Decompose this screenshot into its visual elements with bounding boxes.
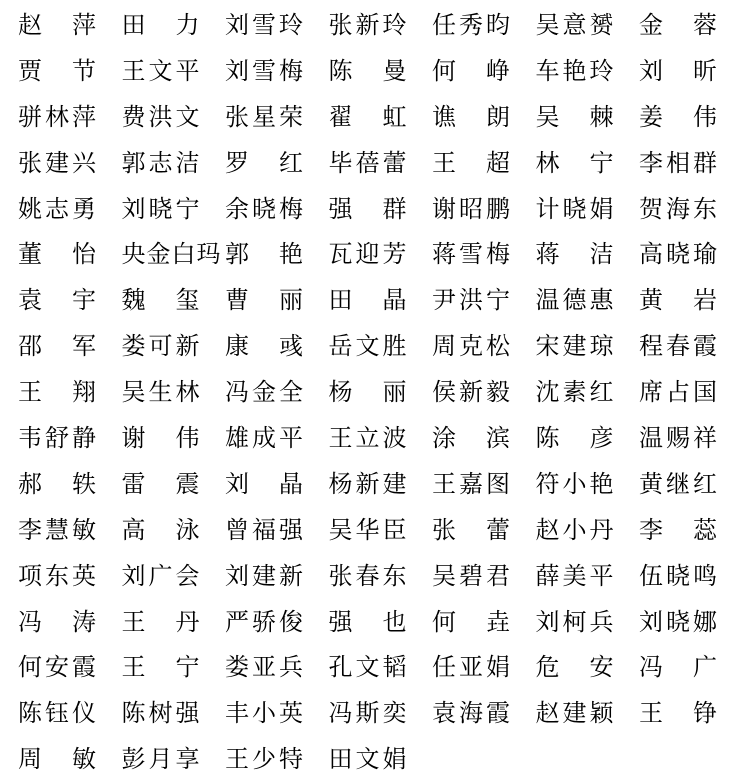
name-entry: 冯 金 全 [225,378,303,407]
name-entry: 邵 军 [18,332,96,361]
name-entry: 李 慧 敏 [18,515,96,544]
name-entry: 王 嘉 图 [432,469,510,498]
name-entry: 姚 志 勇 [18,194,96,223]
name-entry: 王 超 [432,148,510,177]
name-entry: 曾 福 强 [225,515,303,544]
name-entry: 刘 昕 [639,56,717,85]
name-entry: 周 克 松 [432,332,510,361]
name-entry: 娄 可 新 [121,332,200,361]
name-entry: 张 建 兴 [18,148,96,177]
name-entry: 刘 晶 [225,469,303,498]
name-entry: 刘 广 会 [121,561,200,590]
name-entry: 郭 艳 [225,240,303,269]
name-entry: 吴 生 林 [121,378,200,407]
name-entry: 涂 滨 [432,423,510,452]
name-entry: 侯 新 毅 [432,378,510,407]
name-entry: 周 敏 [18,745,96,774]
name-entry: 车 艳 玲 [535,56,614,85]
name-entry: 伍 晓 鸣 [639,561,717,590]
name-entry: 冯 广 [639,653,717,682]
name-entry: 张 春 东 [328,561,407,590]
name-entry: 田 晶 [328,286,407,315]
name-entry: 杨 新 建 [328,469,407,498]
name-entry: 刘 晓 宁 [121,194,200,223]
name-entry: 吴 碧 君 [432,561,510,590]
name-entry: 强 也 [328,607,407,636]
name-entry: 陈 钰 仪 [18,699,96,728]
name-entry: 姜 伟 [639,102,717,131]
name-entry: 郝 轶 [18,469,96,498]
name-entry: 沈 素 红 [535,378,614,407]
name-entry: 强 群 [328,194,407,223]
name-entry: 王 文 平 [121,56,200,85]
name-entry: 何 峥 [432,56,510,85]
name-entry: 王 少 特 [225,745,303,774]
name-entry: 金 蓉 [639,10,717,39]
name-entry: 谢 昭 鹏 [432,194,510,223]
name-entry: 王 丹 [121,607,200,636]
name-entry: 温 赐 祥 [639,423,717,452]
name-entry: 蒋 洁 [535,240,614,269]
name-entry: 贾 节 [18,56,96,85]
name-entry: 毕 蓓 蕾 [328,148,407,177]
name-entry: 刘 晓 娜 [639,607,717,636]
name-entry: 翟 虹 [328,102,407,131]
name-entry: 康 彧 [225,332,303,361]
name-entry: 王 宁 [121,653,200,682]
name-entry: 魏 玺 [121,286,200,315]
name-entry: 张 星 荣 [225,102,303,131]
name-entry: 危 安 [535,653,614,682]
name-entry: 娄 亚 兵 [225,653,303,682]
name-entry: 田 力 [121,10,200,39]
name-entry: 央 金 白 玛 [121,240,222,269]
name-entry: 黄 岩 [639,286,717,315]
name-entry: 余 晓 梅 [225,194,303,223]
name-entry: 丰 小 英 [225,699,303,728]
name-entry: 赵 小 丹 [535,515,614,544]
name-entry: 吴 意 赟 [535,10,614,39]
name-entry: 李 蕊 [639,515,717,544]
name-entry: 曹 丽 [225,286,303,315]
name-entry: 田 文 娟 [328,745,407,774]
name-entry: 尹 洪 宁 [432,286,510,315]
name-entry: 赵 萍 [18,10,96,39]
name-entry: 陈 树 强 [121,699,200,728]
name-list-grid [18,0,738,780]
name-entry: 王 翔 [18,378,96,407]
name-entry: 项 东 英 [18,561,96,590]
name-entry: 郭 志 洁 [121,148,200,177]
name-entry: 黄 继 红 [639,469,717,498]
name-entry: 刘 建 新 [225,561,303,590]
name-entry: 任 亚 娟 [432,653,510,682]
name-entry: 薛 美 平 [535,561,614,590]
name-entry: 雷 震 [121,469,200,498]
name-entry: 陈 彦 [535,423,614,452]
name-entry: 任 秀 昀 [432,10,510,39]
name-entry: 韦 舒 静 [18,423,96,452]
name-entry: 骈 林 萍 [18,102,96,131]
name-entry: 刘 雪 梅 [225,56,303,85]
name-entry: 袁 海 霞 [432,699,510,728]
name-entry: 程 春 霞 [639,332,717,361]
name-entry: 冯 斯 奕 [328,699,407,728]
name-entry: 雄 成 平 [225,423,303,452]
name-entry: 计 晓 娟 [535,194,614,223]
name-entry: 王 铮 [639,699,717,728]
name-entry: 李 相 群 [639,148,717,177]
name-entry: 谢 伟 [121,423,200,452]
name-entry: 吴 棘 [535,102,614,131]
name-entry: 董 怡 [18,240,96,269]
name-entry: 彭 月 享 [121,745,200,774]
name-entry: 张 蕾 [432,515,510,544]
name-entry: 何 安 霞 [18,653,96,682]
name-entry: 高 晓 瑜 [639,240,717,269]
name-entry: 岳 文 胜 [328,332,407,361]
name-entry: 刘 雪 玲 [225,10,303,39]
name-entry: 谯 朗 [432,102,510,131]
name-entry: 吴 华 臣 [328,515,407,544]
name-entry: 瓦 迎 芳 [328,240,407,269]
name-entry: 严 骄 俊 [225,607,303,636]
name-entry: 赵 建 颖 [535,699,614,728]
name-entry: 陈 曼 [328,56,407,85]
name-entry: 孔 文 韬 [328,653,407,682]
name-entry: 王 立 波 [328,423,407,452]
name-entry: 冯 涛 [18,607,96,636]
name-entry: 温 德 惠 [535,286,614,315]
name-entry: 宋 建 琼 [535,332,614,361]
name-entry: 林 宁 [535,148,614,177]
name-entry: 贺 海 东 [639,194,717,223]
name-entry: 罗 红 [225,148,303,177]
name-entry: 蒋 雪 梅 [432,240,510,269]
name-entry: 张 新 玲 [328,10,407,39]
name-entry: 符 小 艳 [535,469,614,498]
name-entry: 刘 柯 兵 [535,607,614,636]
name-entry: 杨 丽 [328,378,407,407]
name-entry: 高 泳 [121,515,200,544]
name-entry: 何 垚 [432,607,510,636]
name-entry: 袁 宇 [18,286,96,315]
name-entry: 费 洪 文 [121,102,200,131]
name-entry: 席 占 国 [639,378,717,407]
